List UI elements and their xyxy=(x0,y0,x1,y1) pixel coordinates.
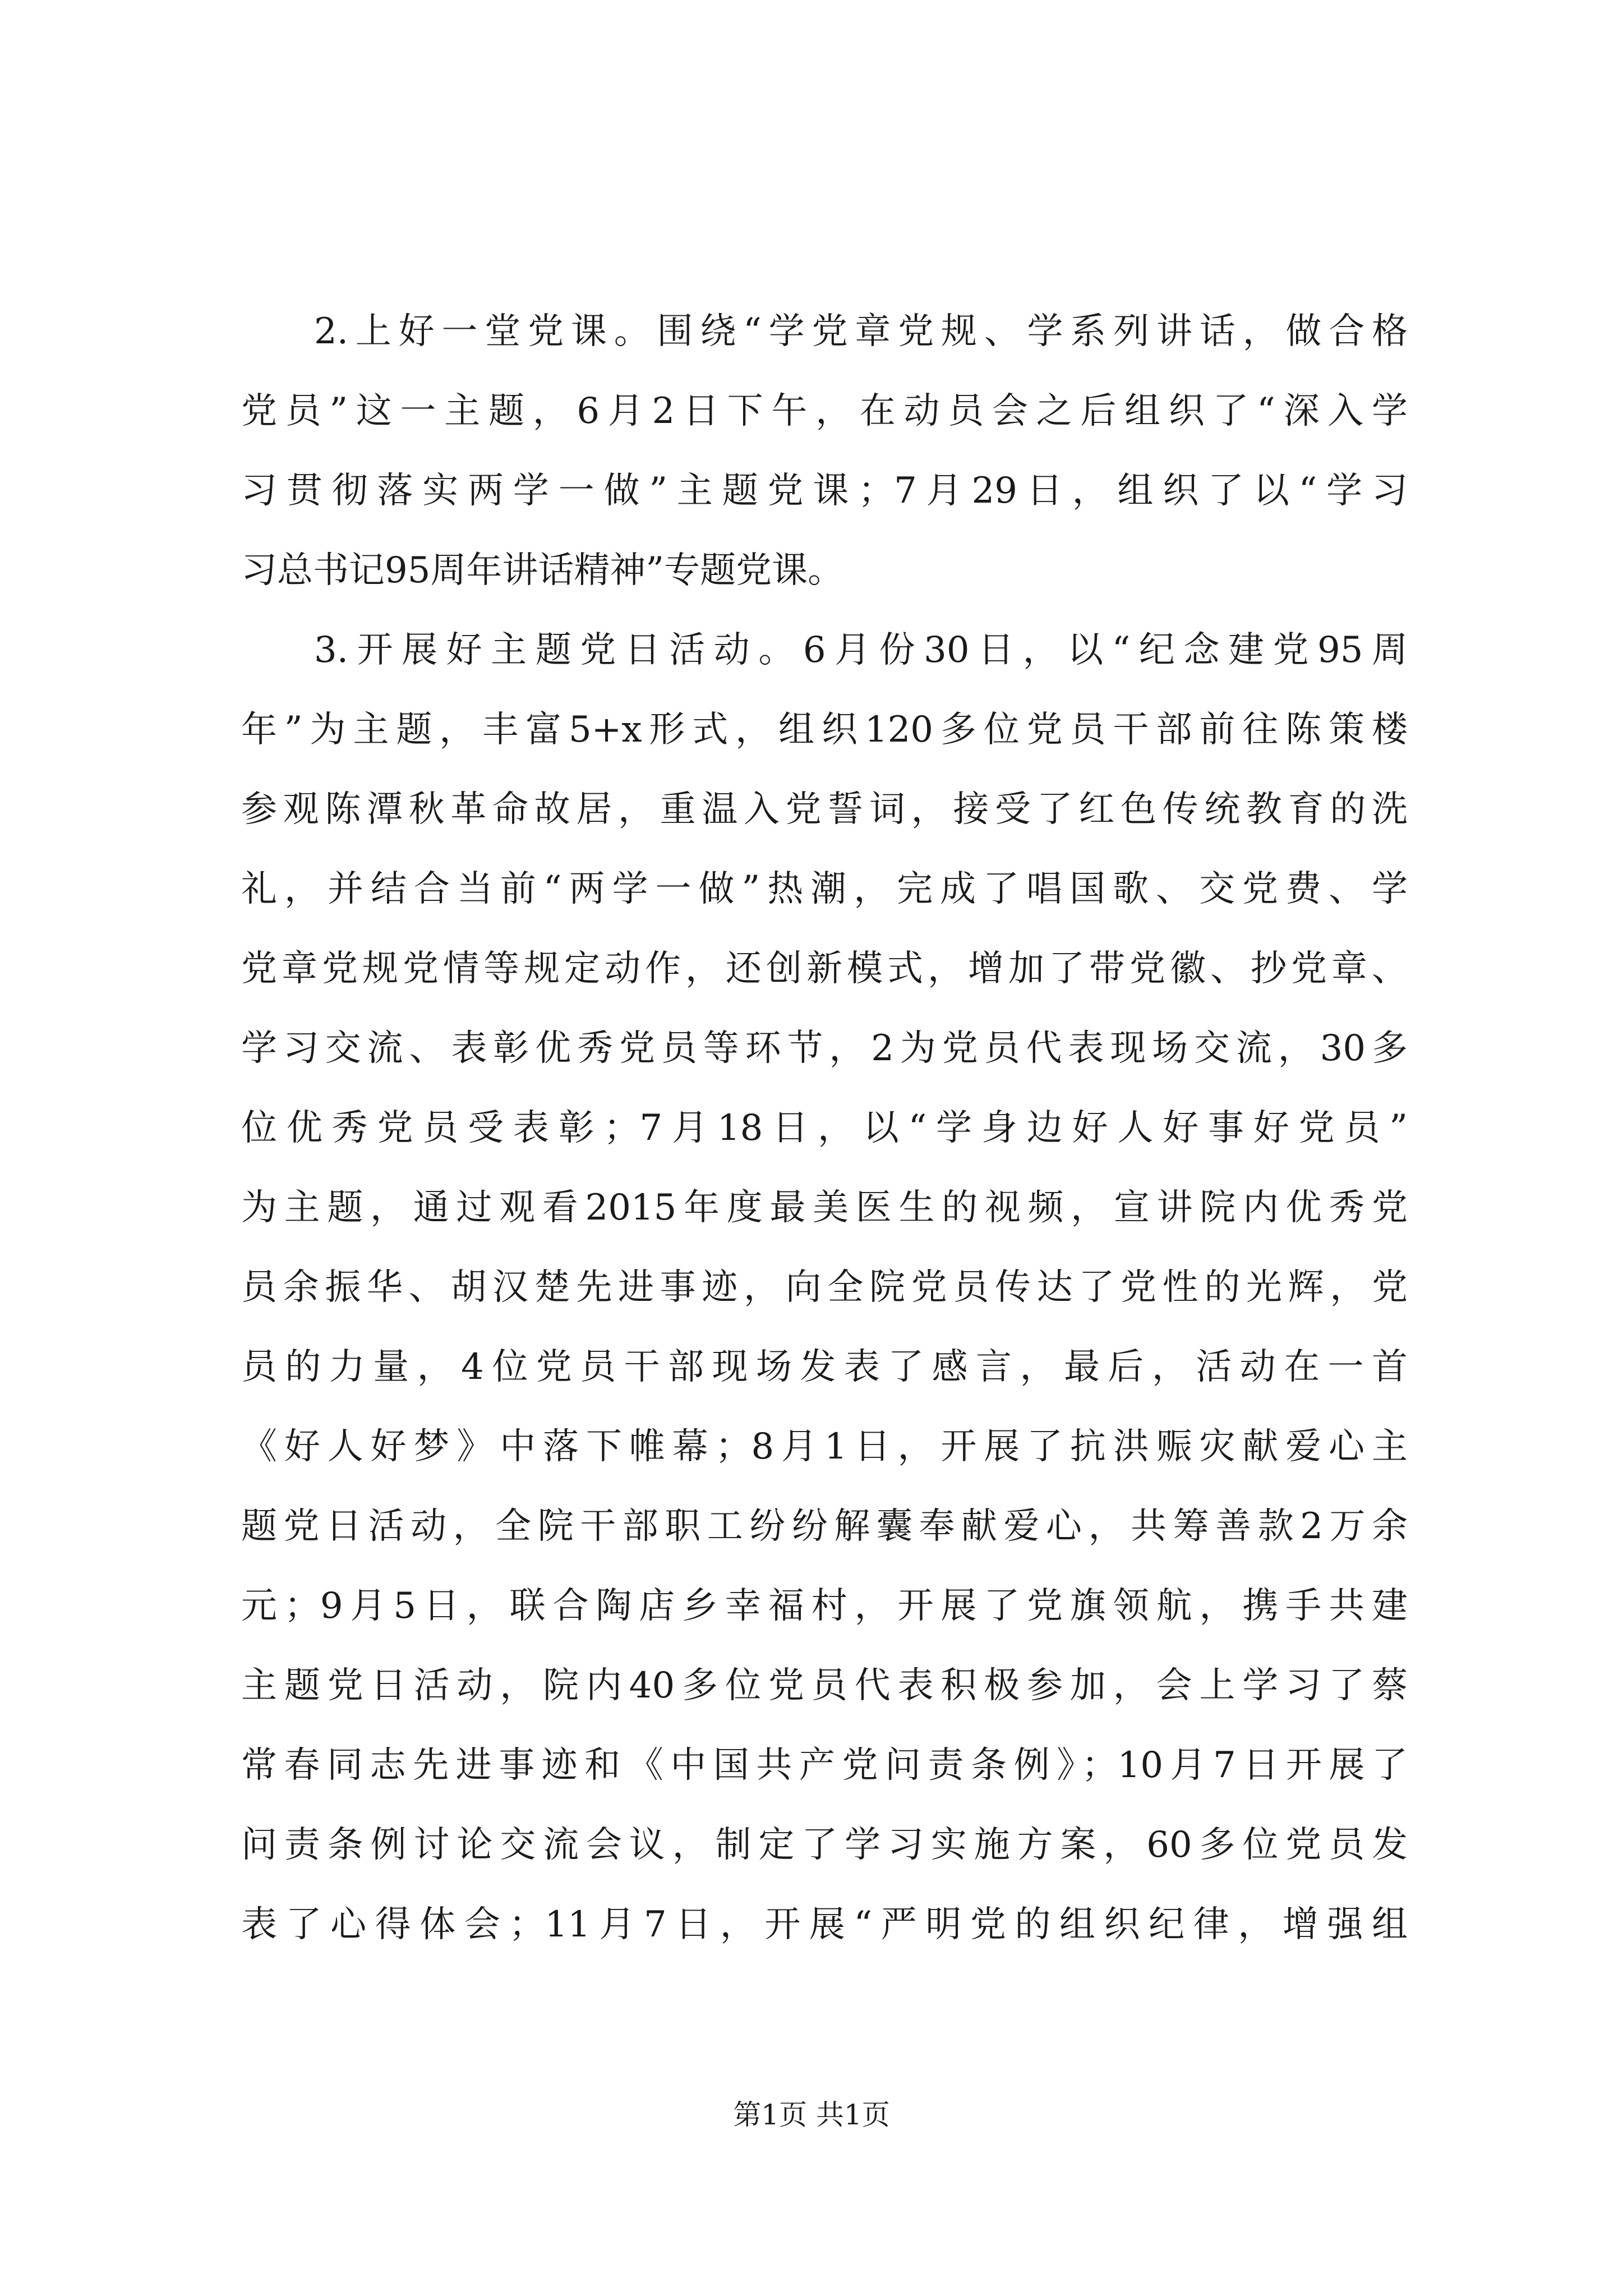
paragraph-2-line-1: 3.开展好主题党日活动。6月份30日，以“纪念建党95周 xyxy=(314,629,1408,671)
paragraph-2-line-6: 学习交流、表彰优秀党员等环节，2为党员代表现场交流，30多 xyxy=(241,1028,1408,1069)
paragraph-2-line-14: 主题党日活动，院内40多位党员代表积极参加，会上学习了蔡 xyxy=(241,1665,1408,1706)
paragraph-2-line-3: 参观陈潭秋革命故居，重温入党誓词，接受了红色传统教育的洗 xyxy=(241,789,1408,830)
paragraph-1-line-4: 习总书记95周年讲话精神”专题党课。 xyxy=(241,550,844,591)
paragraph-2-line-15: 常春同志先进事迹和《中国共产党问责条例》；10月7日开展了 xyxy=(241,1745,1408,1786)
paragraph-1-line-1: 2.上好一堂党课。围绕“学党章党规、学系列讲话，做合格 xyxy=(314,311,1408,352)
paragraph-2-line-11: 《好人好梦》中落下帷幕；8月1日，开展了抗洪赈灾献爱心主 xyxy=(241,1426,1408,1467)
page-footer: 第1页 共1页 xyxy=(733,2099,890,2131)
paragraph-2-line-17: 表了心得体会；11月7日，开展“严明党的组织纪律，增强组 xyxy=(241,1904,1408,1945)
paragraph-2-line-16: 问责条例讨论交流会议，制定了学习实施方案，60多位党员发 xyxy=(241,1824,1408,1866)
paragraph-2-line-9: 员余振华、胡汉楚先进事迹，向全院党员传达了党性的光辉，党 xyxy=(241,1267,1408,1308)
paragraph-2-line-7: 位优秀党员受表彰；7月18日，以“学身边好人好事好党员” xyxy=(241,1107,1408,1149)
paragraph-2-line-4: 礼，并结合当前“两学一做”热潮，完成了唱国歌、交党费、学 xyxy=(241,868,1408,910)
paragraph-2-line-12: 题党日活动，全院干部职工纷纷解囊奉献爱心，共筹善款2万余 xyxy=(241,1506,1408,1547)
paragraph-2-line-8: 为主题，通过观看2015年度最美医生的视频，宣讲院内优秀党 xyxy=(241,1187,1408,1228)
paragraph-2-line-5: 党章党规党情等规定动作，还创新模式，增加了带党徽、抄党章、 xyxy=(241,948,1408,990)
paragraph-1-line-2: 党员”这一主题，6月2日下午，在动员会之后组织了“深入学 xyxy=(241,390,1408,432)
paragraph-2-line-10: 员的力量，4位党员干部现场发表了感言，最后，活动在一首 xyxy=(241,1346,1408,1388)
paragraph-2-line-13: 元；9月5日，联合陶店乡幸福村，开展了党旗领航，携手共建 xyxy=(241,1585,1408,1627)
paragraph-1-line-3: 习贯彻落实两学一做”主题党课；7月29日，组织了以“学习 xyxy=(241,470,1408,512)
document-body xyxy=(241,292,1408,1964)
paragraph-2-line-2: 年”为主题，丰富5+x形式，组织120多位党员干部前往陈策楼 xyxy=(241,709,1408,751)
